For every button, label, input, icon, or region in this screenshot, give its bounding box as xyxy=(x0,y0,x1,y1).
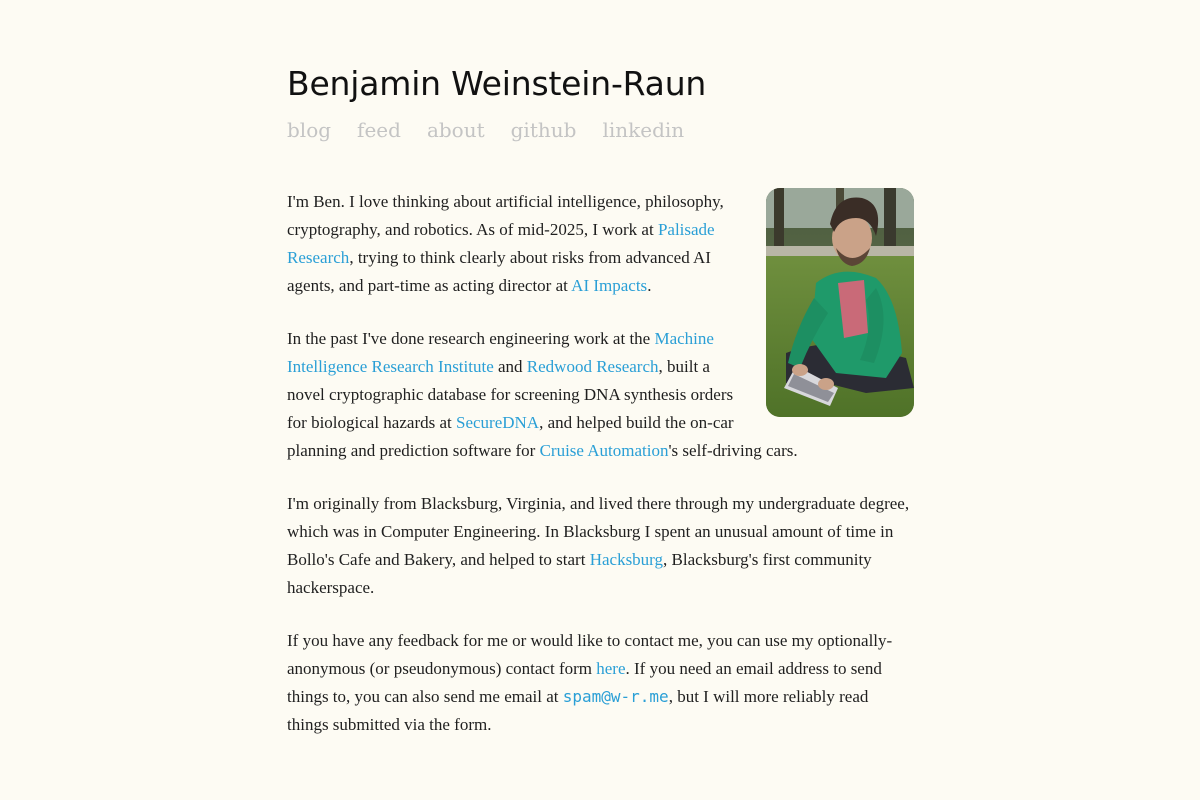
nav-link-feed[interactable]: feed xyxy=(357,118,401,142)
nav-link-github[interactable]: github xyxy=(510,118,577,142)
bio-paragraph-origin xyxy=(287,490,914,602)
past-work-text: and xyxy=(493,357,527,376)
nav-link-blog[interactable]: blog xyxy=(287,118,332,142)
site-title[interactable]: Benjamin Weinstein-Raun xyxy=(287,64,707,103)
bio-content xyxy=(287,188,914,764)
past-work-text: , built a novel cryptographic database for screening DNA synthesis orders for biological hazards at xyxy=(287,357,734,432)
link-ai-impacts[interactable]: AI Impacts xyxy=(571,276,648,295)
site-nav xyxy=(287,116,684,144)
past-work-text: In the past I've done research engineering work at the xyxy=(287,329,655,348)
past-work-text: , and helped build the on-car planning and prediction software for xyxy=(287,413,734,460)
contact-text: If you have any feedback for me or would like to contact me, you can use my optionally-anonymous (or pseudonymous) contact form xyxy=(287,631,893,678)
bio-paragraph-contact xyxy=(287,627,914,739)
intro-text: . xyxy=(647,276,652,295)
link-redwood-research[interactable]: Redwood Research xyxy=(526,357,659,376)
profile-photo xyxy=(766,188,914,417)
link-contact-form[interactable]: here xyxy=(596,659,626,678)
link-securedna[interactable]: SecureDNA xyxy=(456,413,540,432)
intro-text: I'm Ben. I love thinking about artificial intelligence, philosophy, cryptography, and robotics. As of mid-2025, I work at xyxy=(287,192,724,239)
link-miri[interactable]: Machine Intelligence Research Institute xyxy=(287,329,714,376)
intro-text: , trying to think clearly about risks from advanced AI agents, and part-time as acting director at xyxy=(287,248,711,295)
past-work-text: 's self-driving cars. xyxy=(668,441,798,460)
contact-text: . If you need an email address to send things to, you can also send me email at xyxy=(287,659,882,706)
link-email[interactable]: spam@w-r.me xyxy=(562,687,669,706)
nav-link-about[interactable]: about xyxy=(426,118,485,142)
contact-text: , but I will more reliably read things submitted via the form. xyxy=(287,687,869,734)
origin-text: I'm originally from Blacksburg, Virginia, and lived there through my undergraduate degree, which was in Computer Engineering. In Blacksburg I spent an unusual amount of time in Bollo's Cafe and Bakery, and helped to start xyxy=(287,494,910,569)
link-cruise-automation[interactable]: Cruise Automation xyxy=(539,441,669,460)
origin-text: , Blacksburg's first community hackerspace. xyxy=(287,550,872,597)
link-hacksburg[interactable]: Hacksburg xyxy=(589,550,664,569)
link-palisade-research[interactable]: Palisade Research xyxy=(287,220,715,267)
nav-link-linkedin[interactable]: linkedin xyxy=(602,118,685,142)
